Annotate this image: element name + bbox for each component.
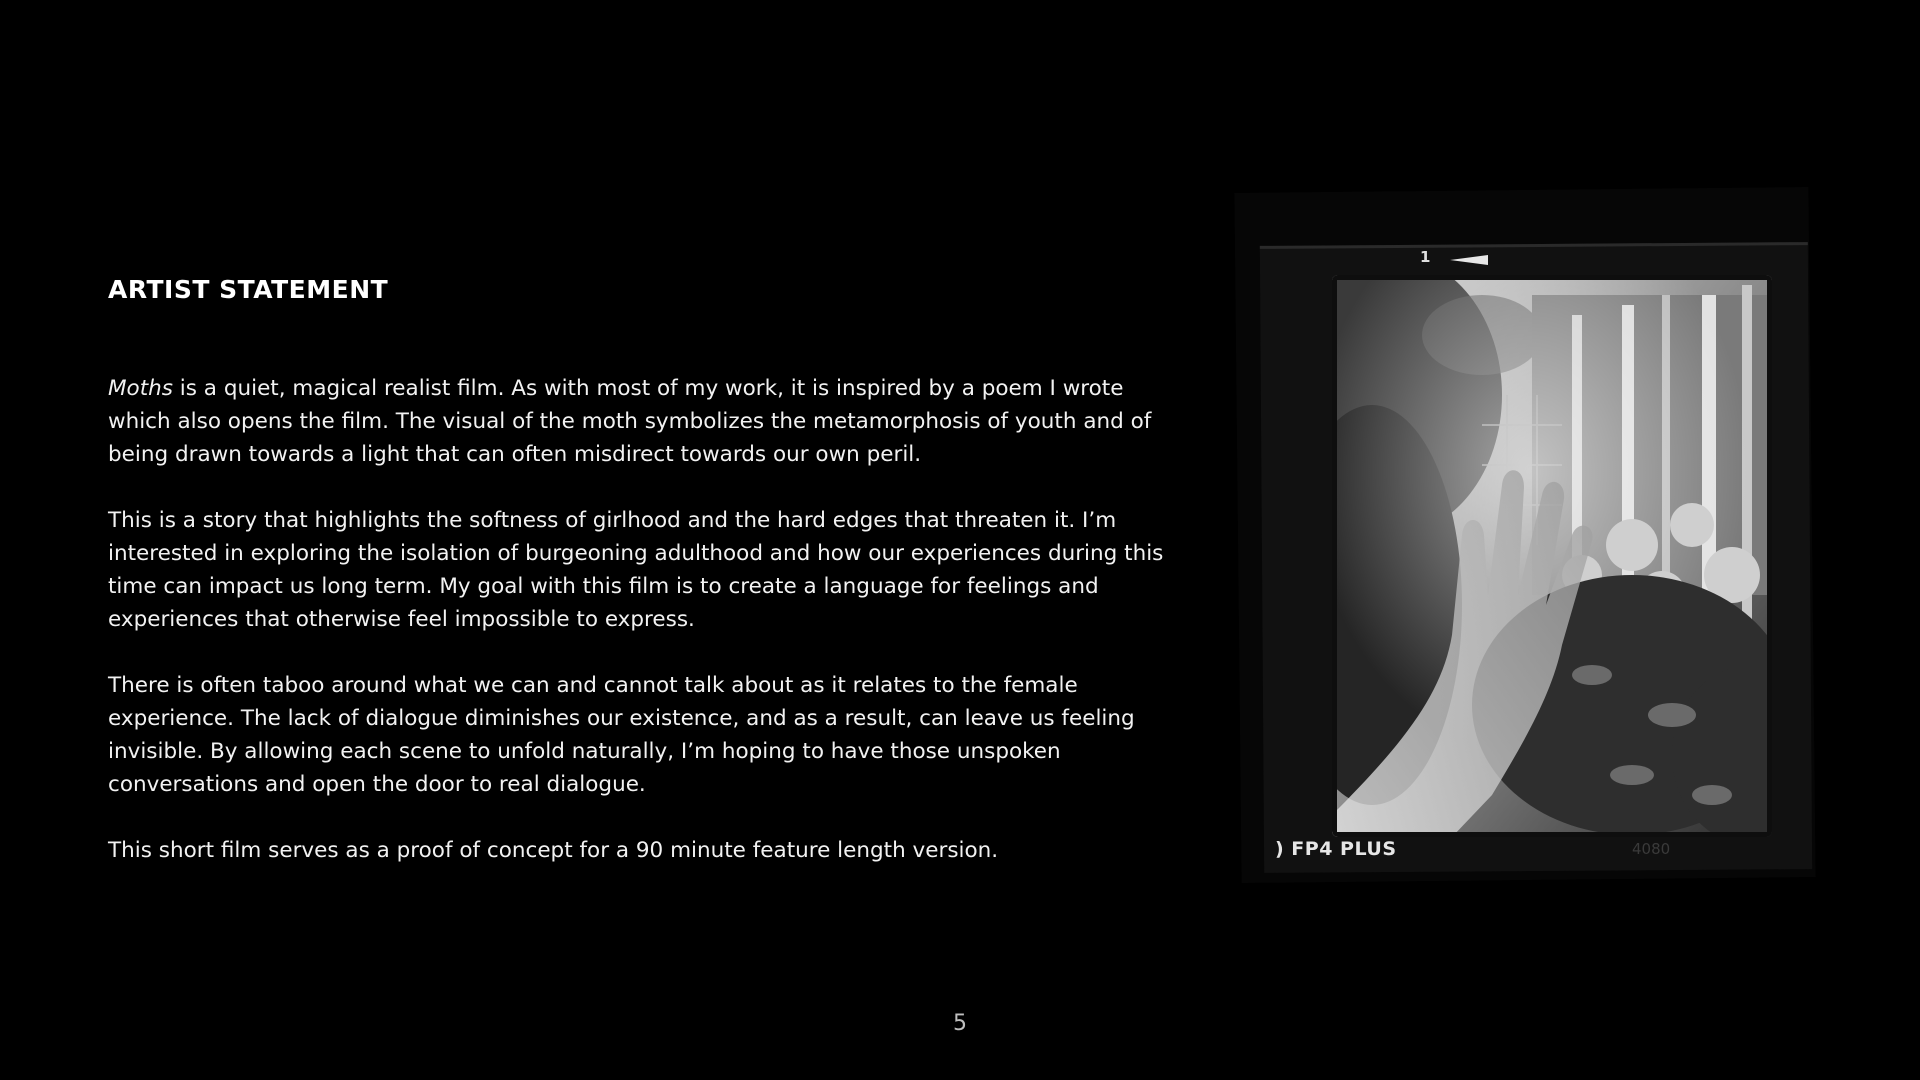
- paragraph-3: There is often taboo around what we can and cannot talk about as it relates to the female experience. The lack of dialogue diminishes our existence, and as a result, can leave us feeling invisible. By allowing each scene to unfold naturally, I’m hoping to have those unspoken conversations and open the door to real dialogue.: [108, 673, 1135, 797]
- frame-number: 1: [1420, 248, 1431, 266]
- film-photo-hand-flowers: [1332, 275, 1772, 837]
- page-number: 5: [953, 1011, 967, 1036]
- paragraph-4: This short film serves as a proof of concept for a 90 minute feature length version.: [108, 838, 999, 863]
- film-edge-number: 4080: [1632, 840, 1671, 858]
- paragraph-1-text: is a quiet, magical realist film. As with most of my work, it is inspired by a poem I wrote which also opens the film. The visual of the moth symbolizes the metamorphosis of youth and of being drawn towards a light that can often misdirect towards our own peril.: [108, 376, 1152, 467]
- paragraph-1: [108, 372, 1168, 471]
- hand-and-flowers-image: [1332, 275, 1772, 837]
- slide-heading: ARTIST STATEMENT: [108, 275, 389, 304]
- frame-arrow-icon: [1420, 250, 1580, 270]
- film-stock-label: ) FP4 PLUS: [1275, 838, 1397, 860]
- artist-statement-body: [108, 372, 1168, 900]
- frame-marker: [1420, 250, 1580, 270]
- film-title: Moths: [108, 376, 173, 401]
- paragraph-2: This is a story that highlights the softness of girlhood and the hard edges that threaten it. I’m interested in exploring the isolation of burgeoning adulthood and how our experiences during this time can impact us long term. My goal with this film is to create a language for feelings and experiences that otherwise feel impossible to express.: [108, 508, 1164, 632]
